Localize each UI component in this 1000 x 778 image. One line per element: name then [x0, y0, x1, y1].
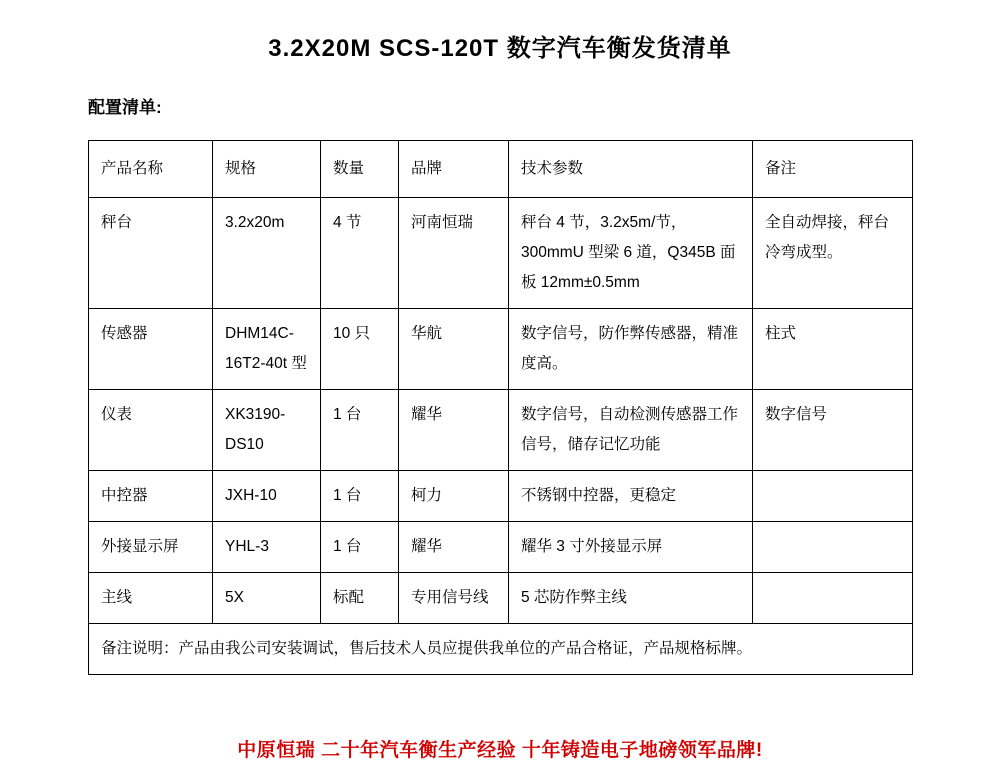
cell-qty: 10 只 [321, 309, 399, 390]
cell-name: 中控器 [89, 471, 213, 522]
cell-brand: 河南恒瑞 [399, 198, 509, 309]
table-row [89, 198, 913, 309]
column-header-qty: 数量 [321, 141, 399, 198]
table-row [89, 471, 913, 522]
column-header-remark: 备注 [753, 141, 913, 198]
table-row [89, 522, 913, 573]
cell-remark [753, 573, 913, 624]
cell-spec: DHM14C-16T2-40t 型 [213, 309, 321, 390]
cell-spec: YHL-3 [213, 522, 321, 573]
cell-remark [753, 471, 913, 522]
cell-name: 仪表 [89, 390, 213, 471]
cell-remark [753, 522, 913, 573]
table-row [89, 309, 913, 390]
cell-brand: 耀华 [399, 522, 509, 573]
cell-brand: 柯力 [399, 471, 509, 522]
document-page [0, 28, 1000, 778]
cell-qty: 1 台 [321, 522, 399, 573]
cell-qty: 1 台 [321, 390, 399, 471]
column-header-name: 产品名称 [89, 141, 213, 198]
cell-note: 备注说明：产品由我公司安装调试，售后技术人员应提供我单位的产品合格证，产品规格标牌。 [89, 624, 913, 675]
cell-remark: 柱式 [753, 309, 913, 390]
table-row [89, 573, 913, 624]
cell-remark: 全自动焊接，秤台冷弯成型。 [753, 198, 913, 309]
cell-name: 外接显示屏 [89, 522, 213, 573]
page-title: 3.2X20M SCS-120T 数字汽车衡发货清单 [268, 35, 732, 62]
cell-remark: 数字信号 [753, 390, 913, 471]
cell-params: 5 芯防作弊主线 [509, 573, 753, 624]
cell-spec: 5X [213, 573, 321, 624]
cell-qty: 4 节 [321, 198, 399, 309]
table-header-row [89, 141, 913, 198]
cell-spec: XK3190-DS10 [213, 390, 321, 471]
table-footer-row [89, 624, 913, 675]
cell-params: 数字信号，防作弊传感器，精准度高。 [509, 309, 753, 390]
cell-spec: JXH-10 [213, 471, 321, 522]
cell-params: 数字信号，自动检测传感器工作信号，储存记忆功能 [509, 390, 753, 471]
cell-qty: 1 台 [321, 471, 399, 522]
cell-qty: 标配 [321, 573, 399, 624]
spec-table-container [88, 140, 912, 675]
cell-brand: 华航 [399, 309, 509, 390]
subtitle-label: 配置清单: [88, 98, 162, 117]
cell-brand: 专用信号线 [399, 573, 509, 624]
cell-name: 传感器 [89, 309, 213, 390]
table-row [89, 390, 913, 471]
column-header-params: 技术参数 [509, 141, 753, 198]
cell-params: 耀华 3 寸外接显示屏 [509, 522, 753, 573]
cell-spec: 3.2x20m [213, 198, 321, 309]
cell-params: 秤台 4 节，3.2x5m/节，300mmU 型梁 6 道，Q345B 面板 12mm±0.5mm [509, 198, 753, 309]
cell-name: 秤台 [89, 198, 213, 309]
spec-table [88, 140, 913, 675]
cell-name: 主线 [89, 573, 213, 624]
cell-params: 不锈钢中控器，更稳定 [509, 471, 753, 522]
footer-slogan: 中原恒瑞 二十年汽车衡生产经验 十年铸造电子地磅领军品牌! [237, 740, 763, 761]
column-header-spec: 规格 [213, 141, 321, 198]
cell-brand: 耀华 [399, 390, 509, 471]
column-header-brand: 品牌 [399, 141, 509, 198]
